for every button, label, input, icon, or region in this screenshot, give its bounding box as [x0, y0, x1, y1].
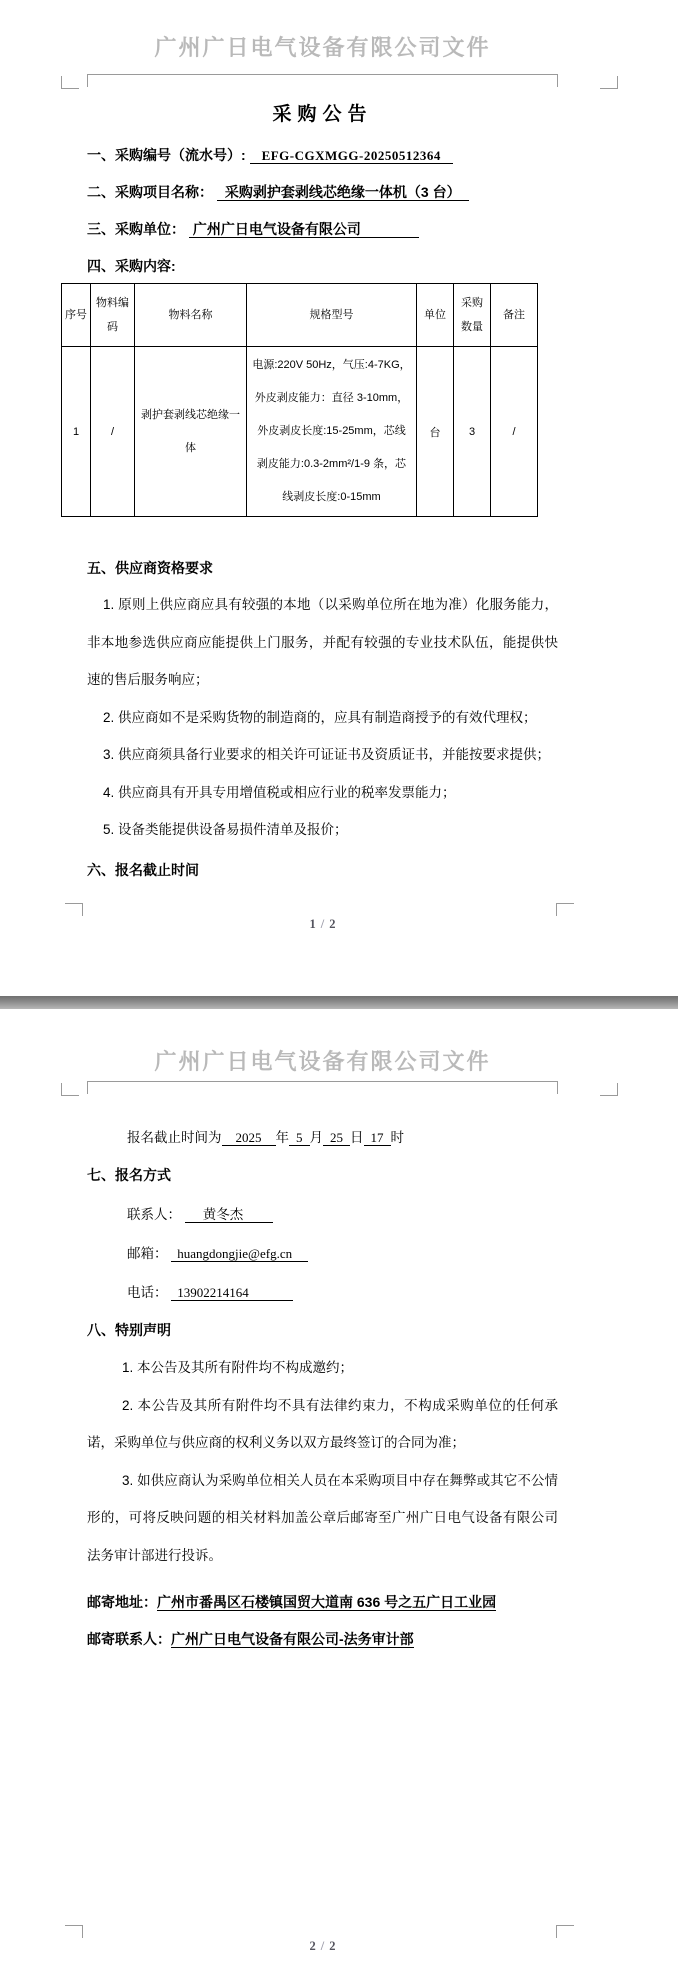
page-number-footer	[87, 917, 558, 932]
declaration-item: 3. 如供应商认为采购单位相关人员在本采购项目中存在舞弊或其它不公情形的，可将反映问题的相关材料加盖公章后邮寄至广州广日电气设备有限公司法务审计部进行投诉。	[87, 1472, 558, 1563]
mail-address-label: 邮寄地址：	[87, 1594, 157, 1610]
crop-mark-top-right	[600, 76, 618, 89]
procurement-table	[61, 283, 538, 517]
company-letterhead: 广州广日电气设备有限公司文件	[154, 1049, 491, 1074]
requirement-item: 1. 原则上供应商应具有较强的本地（以采购单位所在地为准）化服务能力，非本地参选供应商应能提供上门服务，并配有较强的专业技术队伍，能提供快速的售后服务响应；	[87, 597, 558, 687]
crop-mark-top-left	[61, 1083, 79, 1096]
spec-line: 外皮剥皮长度:15-25mm，芯线	[257, 425, 406, 437]
spec-line: 剥皮能力:0.3-2mm²/1-9 条，芯	[256, 458, 407, 470]
mail-address-line	[87, 1594, 558, 1610]
cell-spec	[247, 347, 417, 517]
col-header-spec: 规格型号	[247, 284, 417, 347]
purchaser-value: 广州广日电气设备有限公司	[189, 219, 419, 238]
declaration-item: 1. 本公告及其所有附件均不构成邀约；	[122, 1360, 354, 1375]
col-header-material-code: 物料编码	[91, 284, 135, 347]
content-heading: 四、采购内容:	[87, 258, 176, 274]
contact-person-value: 黄冬杰	[185, 1207, 274, 1223]
cell-material-name: 剥护套剥线芯绝缘一体	[135, 347, 247, 517]
requirement-item: 3. 供应商须具备行业要求的相关许可证证书及资质证书，并能按要求提供；	[103, 747, 551, 762]
requirement-item: 4. 供应商具有开具专用增值税或相应行业的税率发票能力；	[103, 784, 456, 800]
cell-unit: 台	[417, 347, 454, 517]
special-declaration-list	[87, 1349, 558, 1574]
page-separator	[0, 996, 678, 1009]
mail-address-value: 广州市番禺区石楼镇国贸大道南 636 号之五广日工业园	[157, 1594, 497, 1610]
table-header-row	[62, 284, 538, 347]
current-page-number: 2	[309, 1939, 316, 1953]
mail-contact-label: 邮寄联系人：	[87, 1631, 171, 1647]
page-2	[0, 1009, 678, 1981]
mail-contact-value: 广州广日电气设备有限公司-法务审计部	[171, 1631, 414, 1647]
requirement-item: 2. 供应商如不是采购货物的制造商的，应具有制造商授予的有效代理权；	[103, 709, 537, 725]
current-page-number: 1	[309, 917, 316, 931]
procurement-number-value: EFG-CGXMGG-20250512364	[250, 148, 453, 164]
special-declaration-heading: 八、特别声明	[87, 1322, 171, 1338]
cell-qty: 3	[454, 347, 491, 517]
crop-mark-top-left	[61, 76, 79, 89]
deadline-heading: 六、报名截止时间	[87, 861, 199, 878]
deadline-hour: 17	[364, 1130, 391, 1146]
deadline-year: 2025	[222, 1130, 276, 1146]
email-line	[127, 1246, 558, 1261]
deadline-day: 25	[323, 1130, 350, 1146]
spec-line: 线剥皮长度:0-15mm	[282, 491, 381, 503]
page-number-separator: /	[320, 1939, 325, 1953]
deadline-hour-unit: 时	[390, 1130, 404, 1145]
company-letterhead: 广州广日电气设备有限公司文件	[154, 35, 491, 60]
signup-deadline-line	[127, 1130, 558, 1146]
project-name-label: 二、采购项目名称：	[87, 184, 213, 200]
deadline-month: 5	[289, 1130, 310, 1146]
crop-mark-bottom-left	[65, 1925, 83, 1938]
procurement-number-line	[87, 148, 558, 163]
page-2-content	[87, 1009, 558, 1647]
declaration-item: 2. 本公告及其所有附件均不具有法律约束力，不构成采购单位的任何承诺，采购单位与供应商的权利义务以双方最终签订的合同为准；	[87, 1397, 558, 1450]
project-name-value: 采购剥护套剥线芯绝缘一体机（3 台）	[217, 184, 469, 201]
col-header-seq: 序号	[62, 284, 91, 347]
cell-remark: /	[491, 347, 538, 517]
deadline-year-unit: 年	[275, 1130, 289, 1145]
deadline-prefix: 报名截止时间为	[127, 1130, 222, 1145]
phone-value: 13902214164	[171, 1285, 293, 1301]
contact-person-label: 联系人：	[127, 1207, 181, 1222]
spec-line: 外皮剥皮能力：直径 3-10mm，	[254, 392, 409, 404]
deadline-month-unit: 月	[309, 1130, 323, 1145]
purchaser-line	[87, 222, 558, 237]
mail-contact-line	[87, 1631, 558, 1647]
cell-material-code: /	[91, 347, 135, 517]
page-number-separator: /	[320, 917, 325, 931]
col-header-unit: 单位	[417, 284, 454, 347]
cell-seq: 1	[62, 347, 91, 517]
phone-line	[127, 1285, 558, 1300]
project-name-line	[87, 185, 558, 200]
total-page-number: 2	[329, 917, 336, 931]
col-header-remark: 备注	[491, 284, 538, 347]
total-page-number: 2	[329, 1939, 336, 1953]
requirement-item: 5. 设备类能提供设备易损件清单及报价；	[103, 822, 348, 837]
phone-label: 电话：	[127, 1285, 168, 1300]
spec-line: 电源:220V 50Hz，气压:4-7KG，	[252, 359, 411, 371]
crop-mark-bottom-right	[556, 903, 574, 916]
signup-method-heading: 七、报名方式	[87, 1167, 171, 1183]
deadline-day-unit: 日	[350, 1130, 364, 1145]
supplier-requirements-heading: 五、供应商资格要求	[87, 560, 213, 576]
page-number-footer	[87, 1939, 558, 1954]
table-row	[62, 347, 538, 517]
crop-mark-bottom-right	[556, 1925, 574, 1938]
page-title: 采购公告	[272, 104, 373, 125]
purchaser-label: 三、采购单位：	[87, 221, 185, 237]
email-label: 邮箱：	[127, 1246, 168, 1261]
procurement-number-label: 一、采购编号（流水号）:	[87, 147, 246, 163]
page-1-content	[65, 0, 558, 878]
col-header-material-name: 物料名称	[135, 284, 247, 347]
crop-mark-bottom-left	[65, 903, 83, 916]
crop-mark-top-right	[600, 1083, 618, 1096]
contact-person-line	[127, 1207, 558, 1222]
col-header-qty: 采购数量	[454, 284, 491, 347]
supplier-requirements-list	[87, 586, 558, 849]
email-value: huangdongjie@efg.cn	[171, 1246, 308, 1262]
